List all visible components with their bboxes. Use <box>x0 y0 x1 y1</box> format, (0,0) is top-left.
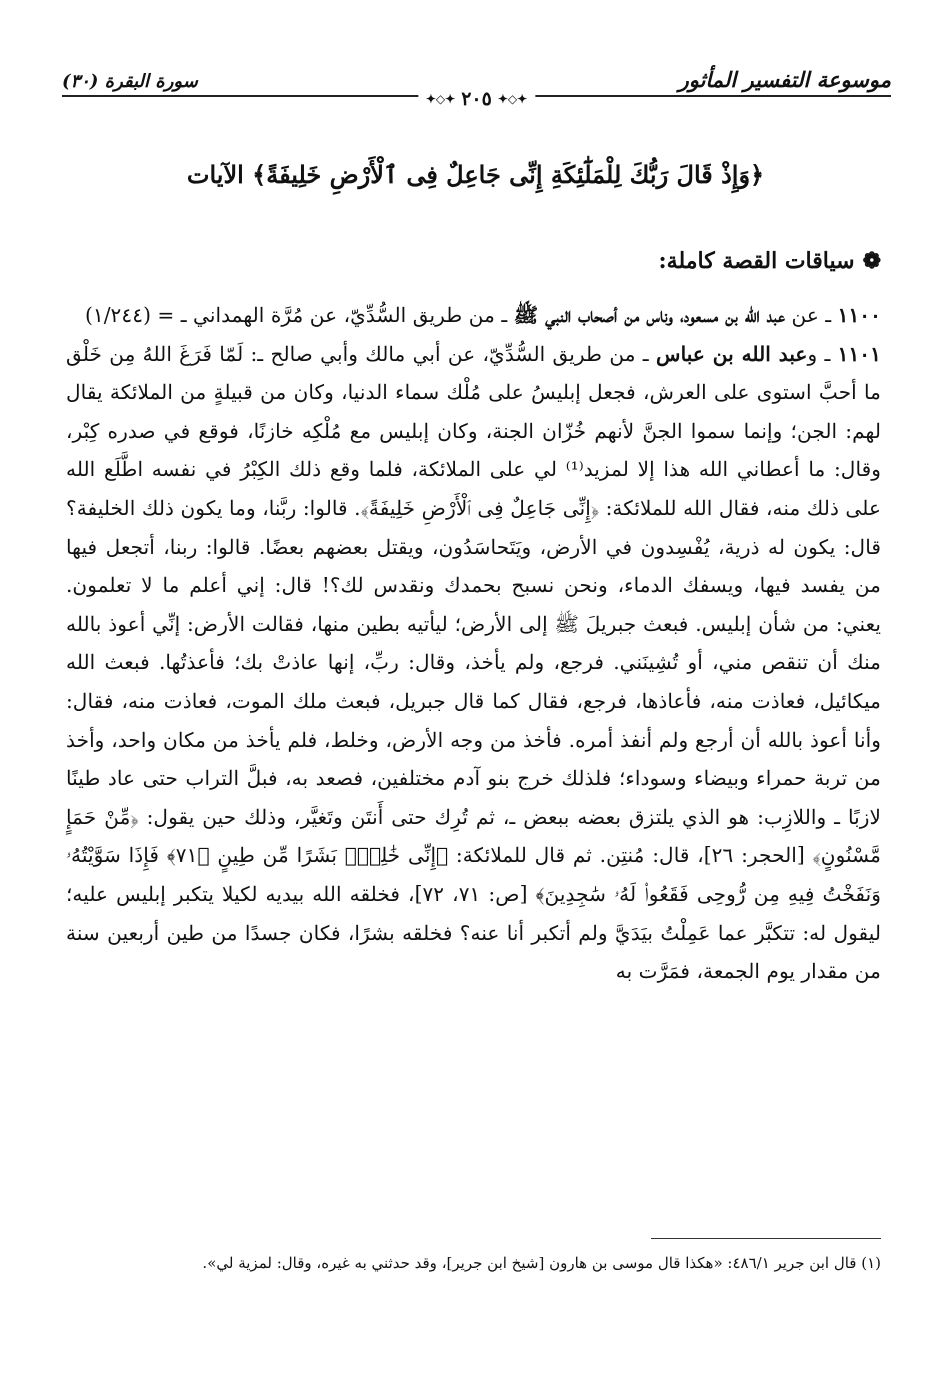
section-title: سياقات القصة كاملة: <box>658 248 855 274</box>
section-heading <box>659 248 881 274</box>
page-number: ٢٠٥ <box>461 88 492 110</box>
ornament-right-icon: ✦◇✦ <box>497 92 528 106</box>
narration-lead: ـ و <box>807 341 838 366</box>
verse-heading: ﴿وَإِذْ قَالَ رَبُّكَ لِلْمَلَٰٓئِكَةِ إِنِّى جَاعِلٌ فِى ٱلْأَرْضِ خَلِيفَةً﴾ الآيات <box>186 160 765 189</box>
main-text <box>66 296 881 991</box>
narration-lead: ـ عن <box>785 303 838 327</box>
narration-paragraph <box>66 296 881 335</box>
surah-label: سورة البقرة (٣٠) <box>62 71 198 92</box>
page-number-block <box>418 88 535 110</box>
narrator-names: عبد الله بن مسعود، وناس من أصحاب النبي ﷺ <box>513 303 786 327</box>
narration-body: ـ من طريق السُّدِّيّ، عن أبي مالك وأبي صالح ـ: لَمّا فَرَغَ اللهُ مِن خَلْق ما أحبَّ استوى على العرش، فجعل إبليسُ على مُلْك سماء الدنيا، وكان من قبيلةٍ من الملائكة يقال لهم: الجن؛ وإنما سموا الجنَّ لأنهم خُزّان الجنة، وكان إبليس مع مُلْكِه خازنًا، فوقع في صدره كِبْر، وقال: ما أعطاني الله هذا إلا لمزيد⁽¹⁾ لي على الملائكة، فلما وقع ذلك الكِبْرُ في نفسه اطَّلَع الله على ذلك منه، فقال الله للملائكة: ﴿إِنِّى جَاعِلٌ فِى ٱلْأَرْضِ خَلِيفَةً﴾. قالوا: ربَّنا، وما يكون ذلك الخليفة؟ قال: يكون له ذرية، يُفْسِدون في الأرض، ويَتَحاسَدُون، ويقتل بعضهم بعضًا. قالوا: ربنا، أتجعل فيها من يفسد فيها، ويسفك الدماء، ونحن نسبح بحمدك ونقدس لك؟! قال: إني أعلم ما لا تعلمون. يعني: من شأن إبليس. فبعث جبريلَ ﷺ إلى الأرض؛ ليأتيه بطين منها، فقالت الأرض: إنِّي أعوذ بالله منك أن تنقص مني، أو تُشِينَني. فرجع، ولم يأخذ، وقال: ربِّ، إنها عاذتْ بك؛ فأعذتُها. فبعث الله ميكائيل، فعاذت منه، فأعاذها، فرجع، فقال كما قال جبريل، فبعث ملك الموت، فعاذت منه، فقال: وأنا أعوذ بالله أن أرجع ولم أنفذ أمره. فأخذ من وجه الأرض، وخلط، فلم يأخذ من مكان واحد، وأخذ من تربة حمراء وبيضاء وسوداء؛ فلذلك خرج بنو آدم مختلفين، فصعد به، فبلَّ التراب حتى عاد طينًا لازبًا ـ واللازِب: هو الذي يلتزق بعضه ببعض ـ، ثم تُرِك حتى أَنتَن وتَغيَّر، وذلك حين يقول: ﴿مِّنْ حَمَإٍ مَّسْنُونٍ﴾ [الحجر: ٢٦]، قال: مُنتِن. ثم قال للملائكة: ﴿إِنِّى خَٰلِقٌۢ بَشَرًا مِّن طِينٍ ﴿٧١﴾ فَإِذَا سَوَّيْتُهُۥ وَنَفَخْتُ فِيهِ مِن رُّوحِى فَقَعُوا۟ لَهُۥ سَٰجِدِينَ﴾ [ص: ٧١، ٧٢]، فخلقه الله بيديه لكيلا يتكبر إبليس عليه؛ ليقول له: تتكبَّر عما عَمِلْتُ بيَدَيَّ ولم أتكبر أنا عنه؟ فخلقه بشرًا، فكان جسدًا من طين أربعين سنة من مقدار يوم الجمعة، فمَرَّت به <box>66 341 881 984</box>
footnote-separator <box>651 1238 881 1239</box>
narration-number: ١١٠١ <box>837 341 881 366</box>
book-title: موسوعة التفسير المأثور <box>678 67 891 92</box>
narration-body: ـ من طريق السُّدِّيّ، عن مُرَّة الهمداني ـ = (١/٢٤٤) <box>85 303 514 327</box>
flower-ornament-icon: ❁ <box>862 248 881 274</box>
narrator-names: عبد الله بن عباس <box>655 341 808 366</box>
narration-number: ١١٠٠ <box>837 303 881 327</box>
footnote: (١) قال ابن جرير ٤٨٦/١: «هكذا قال موسى بن هارون [شيخ ابن جرير]، وقد حدثني به غيره، وقال: لمزية لي». <box>202 1254 881 1272</box>
page-header <box>62 62 891 114</box>
narration-paragraph <box>66 335 881 991</box>
ornament-left-icon: ✦◇✦ <box>425 92 456 106</box>
